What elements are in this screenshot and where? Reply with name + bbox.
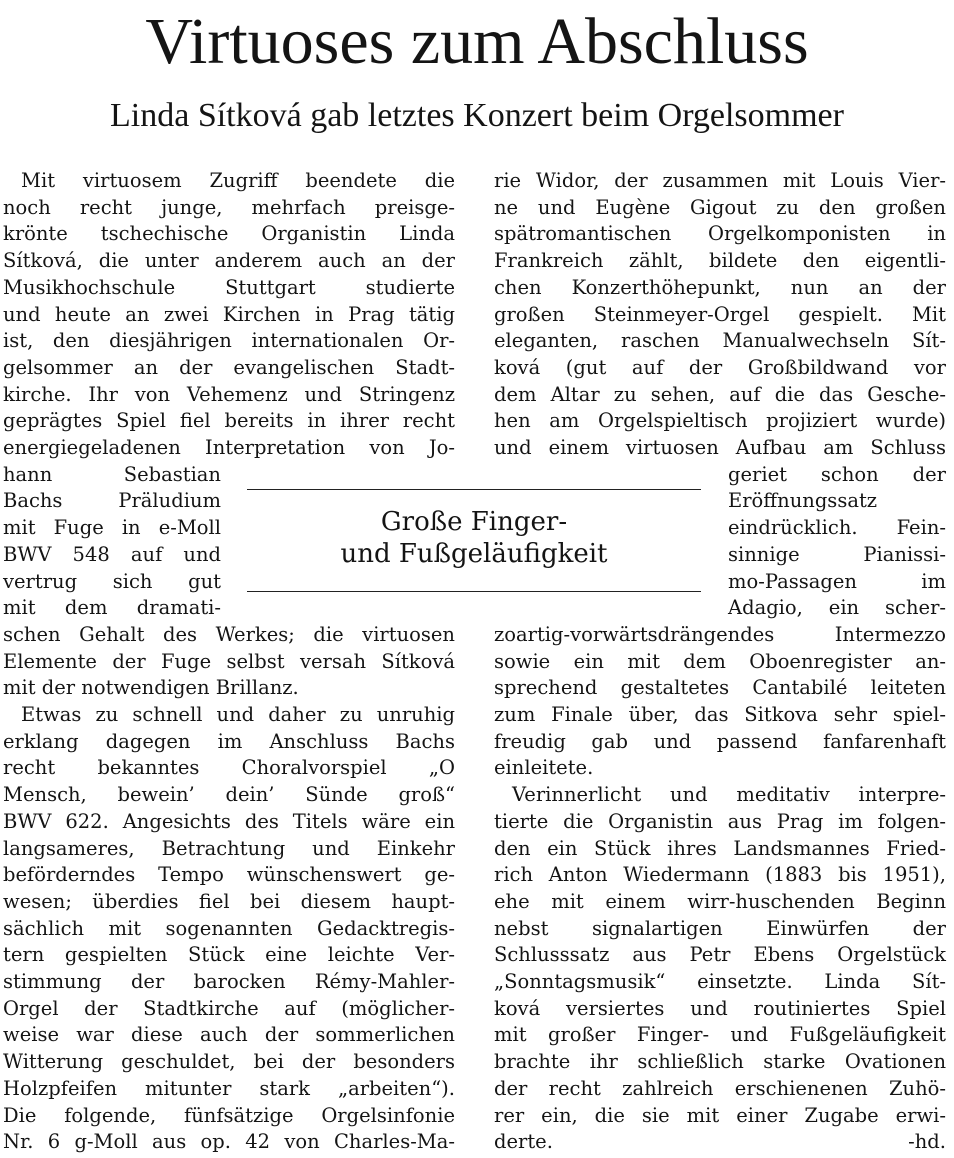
text-line: dem Altar zu sehen, auf die das Gesche- bbox=[494, 382, 946, 406]
text-line: der recht zahlreich erschienenen Zuhö- bbox=[494, 1076, 946, 1100]
author-signature: -hd. bbox=[908, 1130, 946, 1154]
text-line: recht bekanntes Choralvorspiel „O bbox=[3, 756, 455, 780]
text-line: ková versiertes und routiniertes Spiel bbox=[494, 996, 946, 1020]
text-line: spätromantischen Orgelkomponisten in bbox=[494, 222, 946, 246]
pullquote-line-2: und Fußgeläufigkeit bbox=[340, 539, 608, 569]
text-line: Verinnerlicht und meditativ interpre- bbox=[512, 783, 946, 807]
text-line: langsameres, Betrachtung und Einkehr bbox=[3, 836, 455, 860]
text-line: mo-Passagen im bbox=[728, 569, 946, 593]
text-line: Sítková, die unter anderem auch an der bbox=[3, 249, 455, 273]
text-line: „Sonntagsmusik“ einsetzte. Linda Sít- bbox=[494, 970, 946, 993]
text-line: Etwas zu schnell und daher zu unruhig bbox=[21, 703, 455, 726]
text-line: ist, den diesjährigen internationalen Or- bbox=[3, 329, 455, 353]
text-line: geriet schon der bbox=[728, 462, 946, 486]
text-line: weise war diese auch der sommerlichen bbox=[3, 1023, 455, 1047]
headline: Virtuoses zum Abschluss bbox=[145, 5, 809, 78]
text-line: mit großer Finger- und Fußgeläufigkeit bbox=[494, 1023, 946, 1047]
subheadline: Linda Sítková gab letztes Konzert beim Orgelsommer bbox=[110, 97, 844, 134]
text-line: sächlich mit sogenannten Gedacktregis- bbox=[3, 916, 455, 940]
text-line: Holzpfeifen mitunter stark „arbeiten“). bbox=[3, 1076, 455, 1100]
pullquote-line-1: Große Finger- bbox=[380, 507, 568, 537]
text-line: hen am Orgelspieltisch projiziert wurde) bbox=[494, 409, 946, 433]
text-line: Die folgende, fünfsätzige Orgelsinfonie bbox=[3, 1103, 455, 1127]
text-line: Orgel der Stadtkirche auf (möglicher- bbox=[3, 996, 455, 1020]
text-line: stimmung der barocken Rémy-Mahler- bbox=[3, 970, 455, 993]
text-line: energiegeladenen Interpretation von Jo- bbox=[3, 436, 455, 459]
text-line: brachte ihr schließlich starke Ovationen bbox=[494, 1050, 946, 1074]
author-line bbox=[494, 1128, 946, 1155]
text-line: den ein Stück ihres Landsmannes Fried- bbox=[494, 836, 946, 860]
text-line: kirche. Ihr von Vehemenz und Stringenz bbox=[3, 382, 455, 406]
text-line: wesen; überdies fiel bei diesem haupt- bbox=[3, 889, 455, 913]
text-line: Eröffnungssatz bbox=[728, 489, 878, 513]
text-line: Witterung geschuldet, bei der besonders bbox=[3, 1050, 455, 1074]
text-line: Nr. 6 g-Moll aus op. 42 von Charles-Ma- bbox=[3, 1130, 455, 1154]
text-line: erklang dagegen im Anschluss Bachs bbox=[3, 729, 455, 753]
text-line: Adagio, ein scher- bbox=[728, 596, 946, 620]
text-line: zoartig-vorwärtsdrängendes Intermezzo bbox=[494, 622, 946, 646]
text-line: hann Sebastian bbox=[3, 462, 221, 486]
text-line: noch recht junge, mehrfach preisge- bbox=[3, 195, 455, 219]
text-line: rie Widor, der zusammen mit Louis Vier- bbox=[494, 169, 946, 192]
text-line: schen Gehalt des Werkes; die virtuosen bbox=[3, 622, 455, 646]
text-line: vertrug sich gut bbox=[3, 569, 221, 593]
text-line: sinnige Pianissi- bbox=[728, 542, 946, 566]
text-line: beförderndes Tempo wünschenswert ge- bbox=[3, 863, 455, 887]
text-line: tierte die Organistin aus Prag im folgen- bbox=[494, 809, 946, 833]
text-line: sowie ein mit dem Oboenregister an- bbox=[494, 649, 946, 673]
text-line: krönte tschechische Organistin Linda bbox=[3, 222, 455, 246]
text-line: Bachs Präludium bbox=[3, 489, 221, 513]
text-line: Mensch, bewein’ dein’ Sünde groß“ bbox=[3, 783, 455, 807]
text-line: gelsommer an der evangelischen Stadt- bbox=[3, 355, 455, 379]
text-line: mit Fuge in e-Moll bbox=[3, 516, 221, 540]
pullquote-rule-top bbox=[247, 489, 701, 490]
text-line: Mit virtuosem Zugriff beendete die bbox=[21, 169, 455, 192]
text-line: mit dem dramati- bbox=[3, 596, 221, 620]
text-line: freudig gab und passend fanfarenhaft bbox=[494, 729, 946, 753]
text-line: ehe mit einem wirr-huschenden Beginn bbox=[494, 889, 946, 913]
text-line: und heute an zwei Kirchen in Prag tätig bbox=[3, 302, 455, 326]
text-line: Musikhochschule Stuttgart studierte bbox=[3, 275, 455, 299]
text-line: tern gespielten Stück eine leichte Ver- bbox=[3, 943, 455, 967]
pullquote-rule-bottom bbox=[247, 591, 701, 592]
text-line: BWV 622. Angesichts des Titels wäre ein bbox=[3, 809, 455, 833]
text-line: derte. bbox=[494, 1130, 553, 1154]
text-line: nebst signalartigen Einwürfen der bbox=[494, 916, 946, 940]
text-line: chen Konzerthöhepunkt, nun an der bbox=[494, 275, 946, 299]
text-line: zum Finale über, das Sitkova sehr spiel- bbox=[494, 703, 946, 726]
text-line: einleitete. bbox=[494, 756, 594, 780]
text-line: Frankreich zählt, bildete den eigentli- bbox=[494, 249, 946, 273]
text-line: großen Steinmeyer-Orgel gespielt. Mit bbox=[494, 302, 946, 326]
text-line: mit der notwendigen Brillanz. bbox=[3, 676, 299, 700]
text-line: ne und Eugène Gigout zu den großen bbox=[494, 195, 946, 219]
text-line: Schlusssatz aus Petr Ebens Orgelstück bbox=[494, 943, 946, 967]
text-line: und einem virtuosen Aufbau am Schluss bbox=[494, 436, 946, 459]
text-line: sprechend gestaltetes Cantabilé leiteten bbox=[494, 676, 946, 700]
text-line: rer ein, die sie mit einer Zugabe erwi- bbox=[494, 1103, 946, 1127]
text-line: ková (gut auf der Großbildwand vor bbox=[494, 355, 946, 379]
text-line: eindrücklich. Fein- bbox=[728, 516, 946, 540]
text-line: rich Anton Wiedermann (1883 bis 1951), bbox=[494, 863, 946, 887]
text-line: geprägtes Spiel fiel bereits in ihrer recht bbox=[3, 409, 455, 433]
text-line: Elemente der Fuge selbst versah Sítková bbox=[3, 649, 455, 673]
text-line: BWV 548 auf und bbox=[3, 542, 221, 566]
text-line: eleganten, raschen Manualwechseln Sít- bbox=[494, 329, 946, 353]
